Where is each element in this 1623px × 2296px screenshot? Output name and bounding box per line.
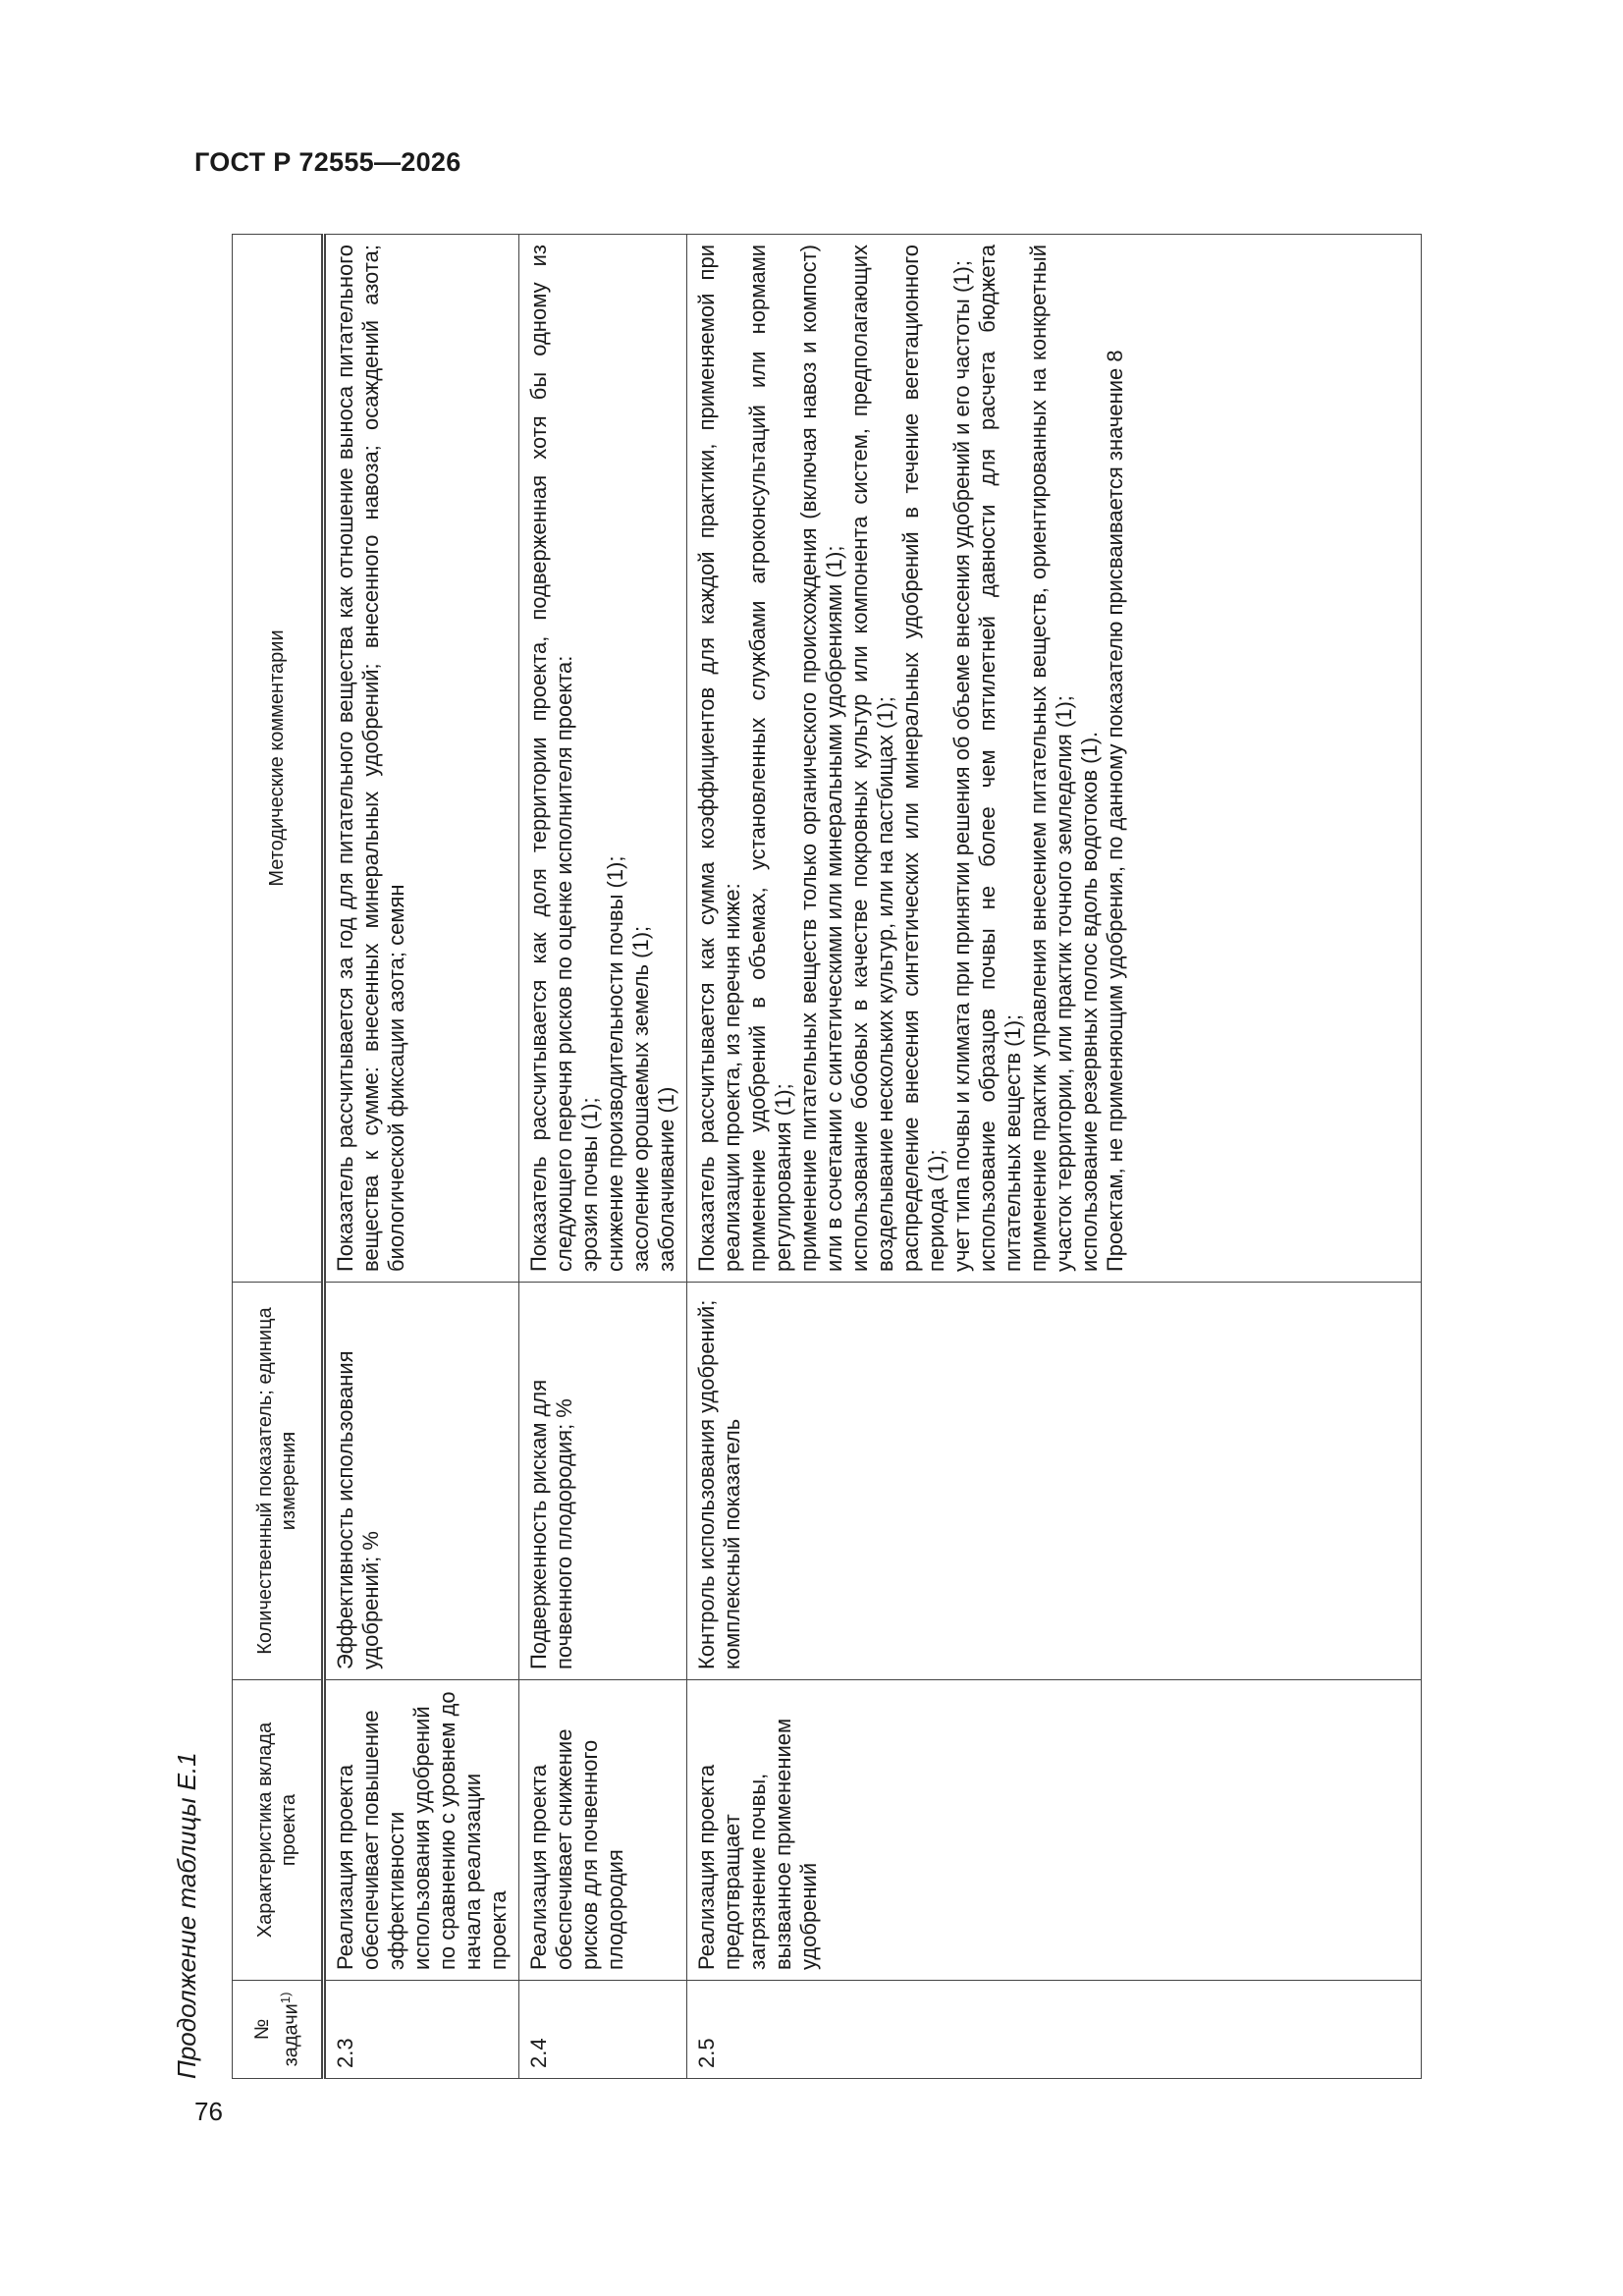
table-row: [519, 235, 687, 2079]
project-characteristic: Реализация проекта предотвращает загрязнение почвы, вызванное применением удобрений: [687, 1680, 1422, 1981]
comment-line: распределение внесения синтетических или минеральных удобрений в течение вегетационного периода (1);: [898, 245, 948, 1272]
comment-line: использование бобовых в качестве покровных культур или компонента систем, предполагающих возделывание нескольких культур, или на пастбищах (1);: [847, 245, 897, 1272]
comment-line: использование образцов почвы не более чем пятилетней давности для расчета бюджета питательных веществ (1);: [975, 245, 1025, 1272]
comment-line: использование резервных полос вдоль водотоков (1).: [1077, 731, 1102, 1272]
table-caption: Продолжение таблицы Е.1: [172, 1752, 201, 2079]
comment-line: снижение производительности почвы (1);: [603, 855, 627, 1272]
task-number: 2.3: [324, 1981, 519, 2079]
methodology-table: [232, 234, 1422, 2079]
header-comments: Методические комментарии: [233, 235, 324, 1283]
project-characteristic: Реализация проекта обеспечивает повышение эффективности использования удобрений по сравнению с уровнем до начала реализации проекта: [324, 1680, 519, 1981]
comment-line: эрозия почвы (1);: [577, 1097, 602, 1272]
methodological-comments: [324, 235, 519, 1283]
quantitative-indicator: Подверженность рискам для почвенного плодородия; %: [519, 1283, 687, 1680]
table-row: [687, 235, 1422, 2079]
comment-line: применение практик управления внесением питательных веществ, ориентированных на конкретный участок территории, или практик точного земледелия (1);: [1026, 245, 1076, 1272]
comment-line: Показатель рассчитывается как сумма коэффициентов для каждой практики, применяемой при реализации проекта, из перечня ниже:: [694, 245, 744, 1272]
quantitative-indicator: Контроль использования удобрений; комплексный показатель: [687, 1283, 1422, 1680]
rotated-table-area: [169, 235, 1422, 2079]
project-characteristic: Реализация проекта обеспечивает снижение рисков для почвенного плодородия: [519, 1680, 687, 1981]
task-number: 2.4: [519, 1981, 687, 2079]
quantitative-indicator: Эффективность использования удобрений; %: [324, 1283, 519, 1680]
header-indicator: Количественный показатель; единица измерения: [233, 1283, 324, 1680]
header-characteristic: Характеристика вклада проекта: [233, 1680, 324, 1981]
document-header: ГОСТ Р 72555—2026: [194, 147, 461, 177]
comment-line: Проектам, не применяющим удобрения, по данному показателю присваивается значение 8: [1103, 350, 1127, 1272]
comment-line: Показатель рассчитывается за год для питательного вещества как отношение выноса питательного вещества к сумме: внесенных минеральных удобрений; внесенного навоза; осаждений азота; биологической фиксации азота; семян: [333, 245, 408, 1272]
table-row: [324, 235, 519, 2079]
comment-line: засоление орошаемых земель (1);: [628, 925, 653, 1272]
comment-line: применение питательных веществ только органического происхождения (включая навоз и компост) или в сочетании с синтетическими или минеральными удобрениями (1);: [796, 245, 846, 1272]
table-header-row: [233, 235, 324, 2079]
methodological-comments: [687, 235, 1422, 1283]
comment-line: заболачивание (1): [654, 1086, 678, 1272]
header-task-number: № задачи$^{1)}$: [233, 1981, 324, 2079]
methodological-comments: [519, 235, 687, 1283]
comment-line: применение удобрений в объемах, установленных службами агроконсультаций или нормами регулирования (1);: [745, 245, 795, 1272]
task-number: 2.5: [687, 1981, 1422, 2079]
comment-line: учет типа почвы и климата при принятии решения об объеме внесения удобрений и его частоты (1);: [949, 260, 974, 1272]
comment-line: Показатель рассчитывается как доля территории проекта, подверженная хотя бы одному из следующего перечня рисков по оценке исполнителя проекта:: [526, 245, 576, 1272]
page-number: 76: [194, 2097, 223, 2126]
